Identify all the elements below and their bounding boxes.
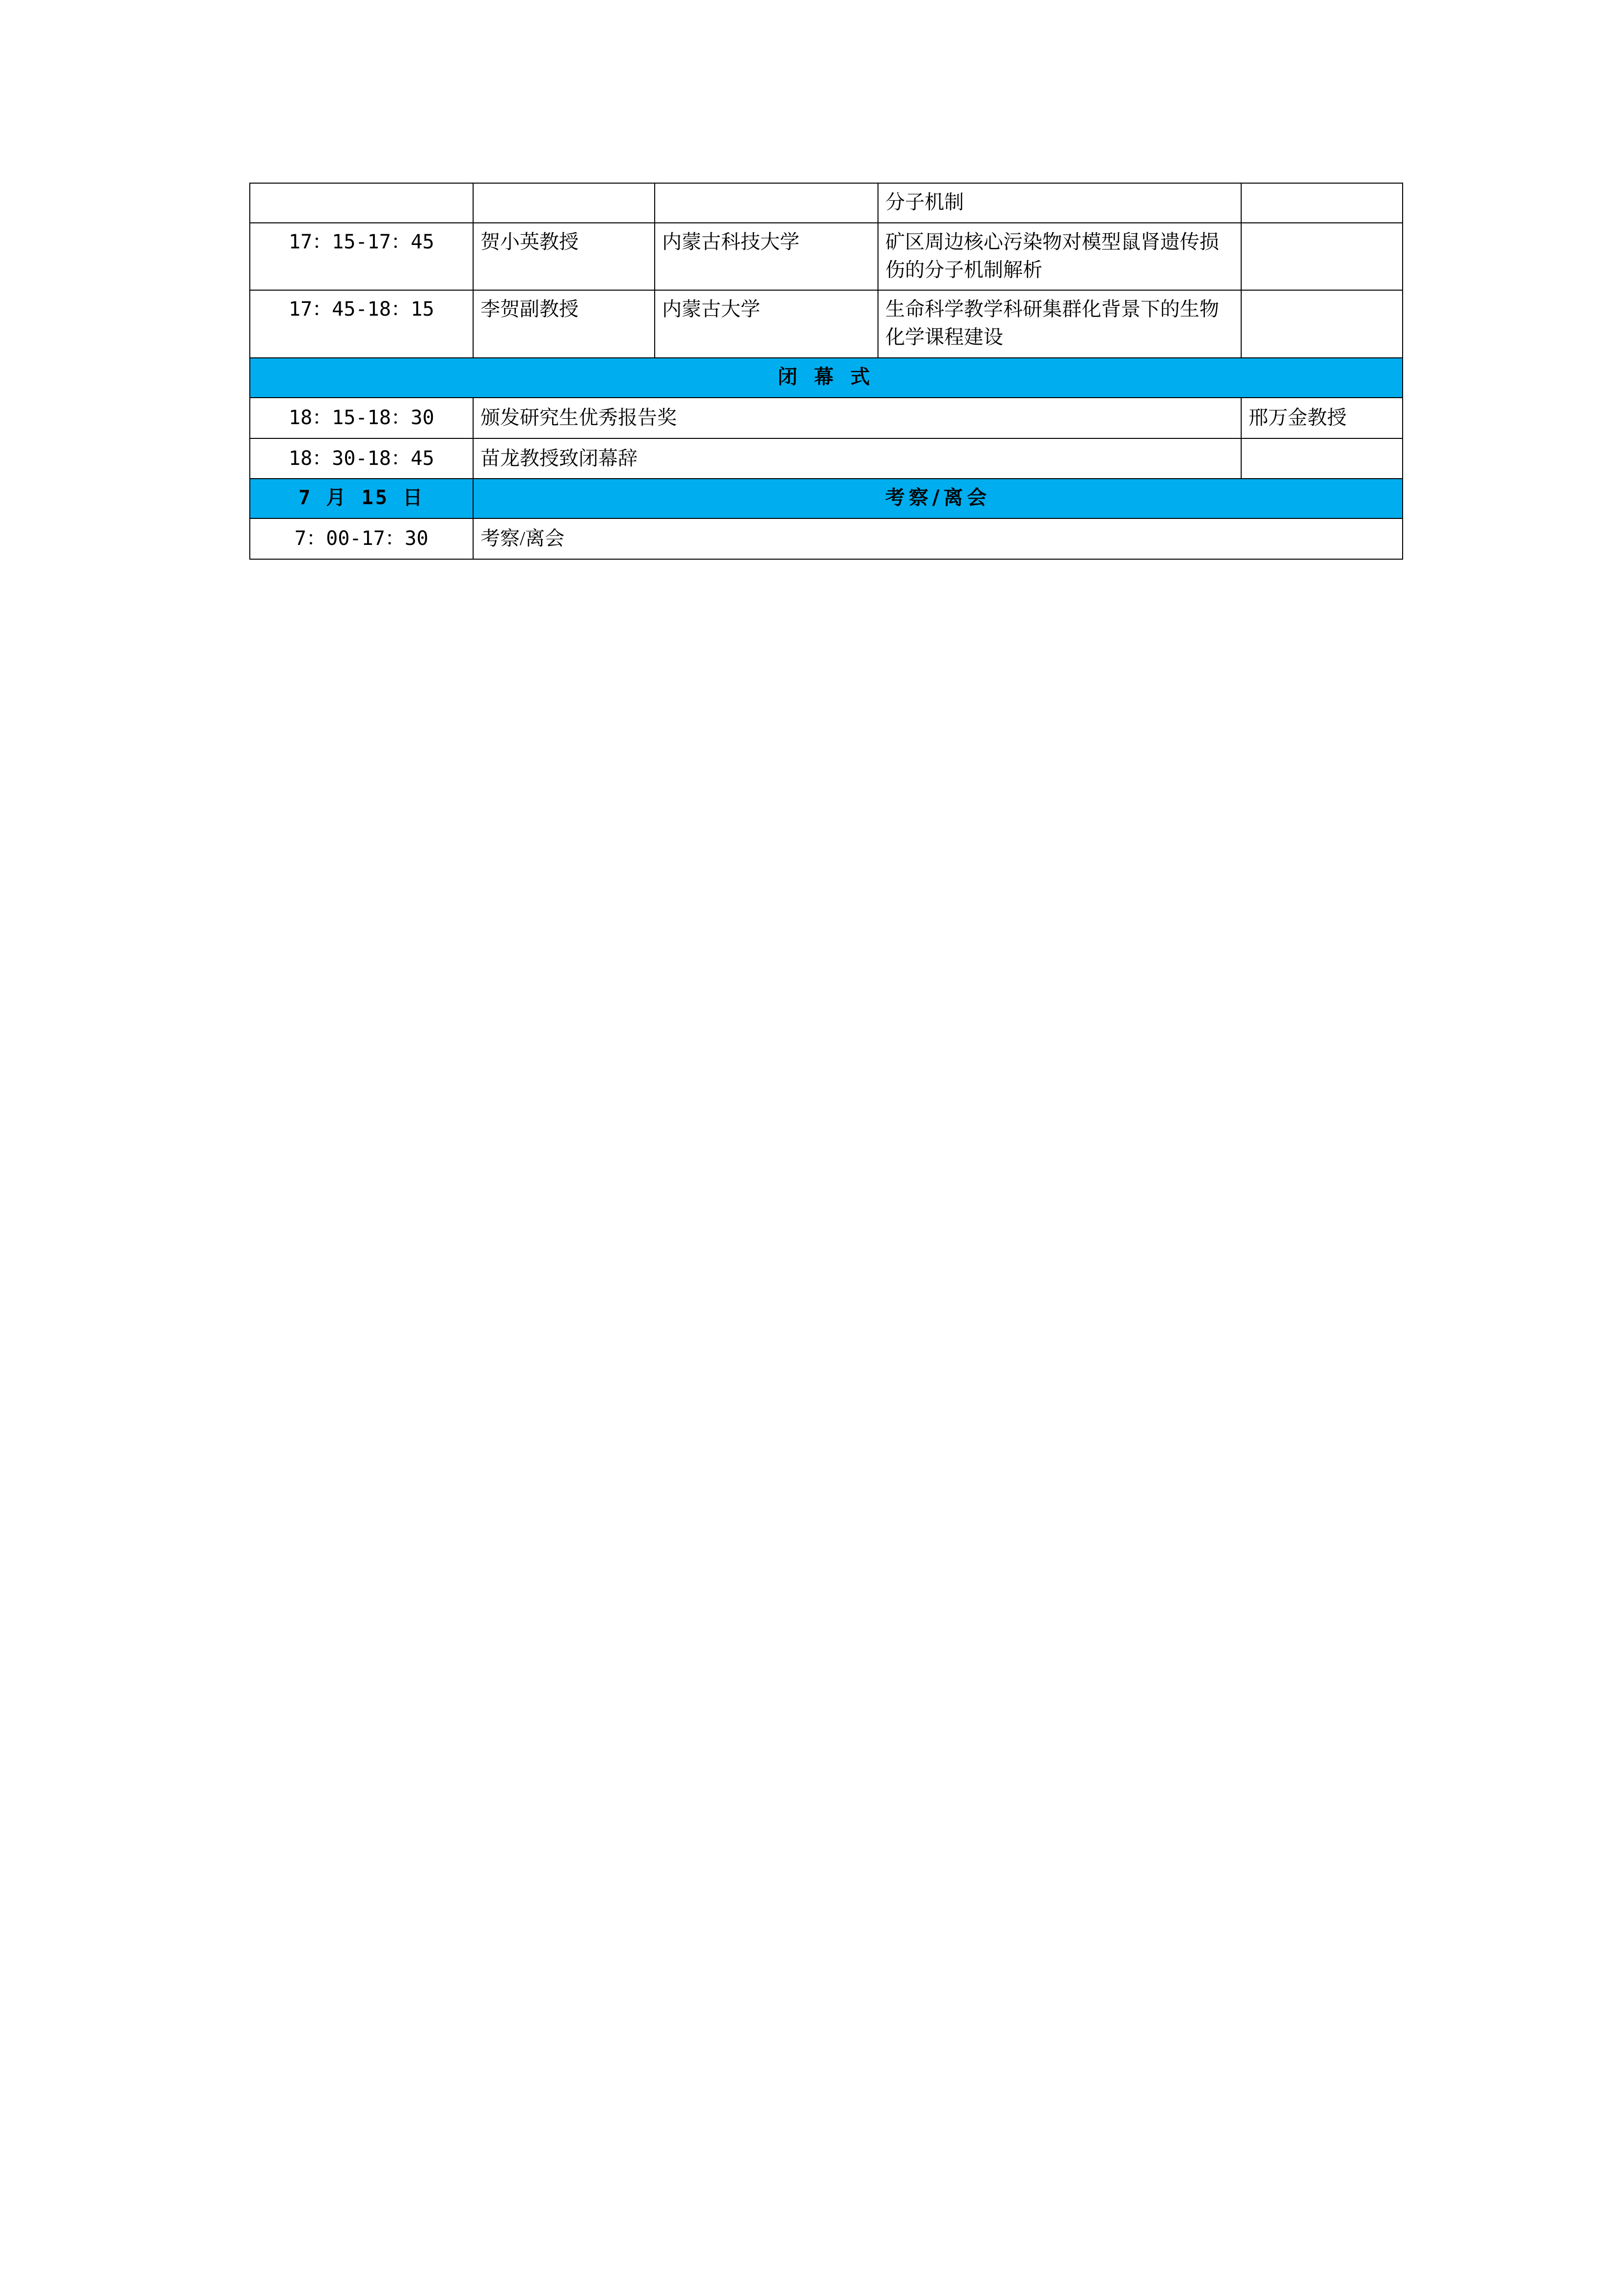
table-row (250, 438, 1403, 479)
cell-chair (1241, 438, 1403, 479)
cell-item: 颁发研究生优秀报告奖 (473, 398, 1241, 438)
table-row (250, 290, 1403, 358)
cell-person: 贺小英教授 (473, 223, 655, 291)
cell-item: 苗龙教授致闭幕辞 (473, 438, 1241, 479)
cell-time: 18：15-18：30 (250, 398, 473, 438)
table-row (250, 223, 1403, 291)
cell-time (250, 183, 473, 223)
closing-ceremony-band: 闭 幕 式 (250, 358, 1403, 398)
cell-time: 18：30-18：45 (250, 438, 473, 479)
cell-time: 7：00-17：30 (250, 518, 473, 559)
date-band-date: 7 月 15 日 (250, 479, 473, 518)
cell-org (655, 183, 878, 223)
cell-topic: 生命科学教学科研集群化背景下的生物化学课程建设 (878, 290, 1241, 358)
cell-topic: 分子机制 (878, 183, 1241, 223)
table-row (250, 183, 1403, 223)
cell-person: 李贺副教授 (473, 290, 655, 358)
cell-person (473, 183, 655, 223)
cell-chair (1241, 223, 1403, 291)
cell-chair (1241, 183, 1403, 223)
cell-org: 内蒙古科技大学 (655, 223, 878, 291)
date-band-row (250, 479, 1403, 518)
table-row (250, 518, 1403, 559)
cell-time: 17：45-18：15 (250, 290, 473, 358)
cell-topic: 矿区周边核心污染物对模型鼠肾遗传损伤的分子机制解析 (878, 223, 1241, 291)
cell-chair: 邢万金教授 (1241, 398, 1403, 438)
agenda-table (249, 183, 1403, 560)
cell-org: 内蒙古大学 (655, 290, 878, 358)
cell-time: 17：15-17：45 (250, 223, 473, 291)
closing-ceremony-band-row (250, 358, 1403, 398)
date-band-title: 考察/离会 (473, 479, 1403, 518)
cell-item: 考察/离会 (473, 518, 1403, 559)
cell-chair (1241, 290, 1403, 358)
table-row (250, 398, 1403, 438)
